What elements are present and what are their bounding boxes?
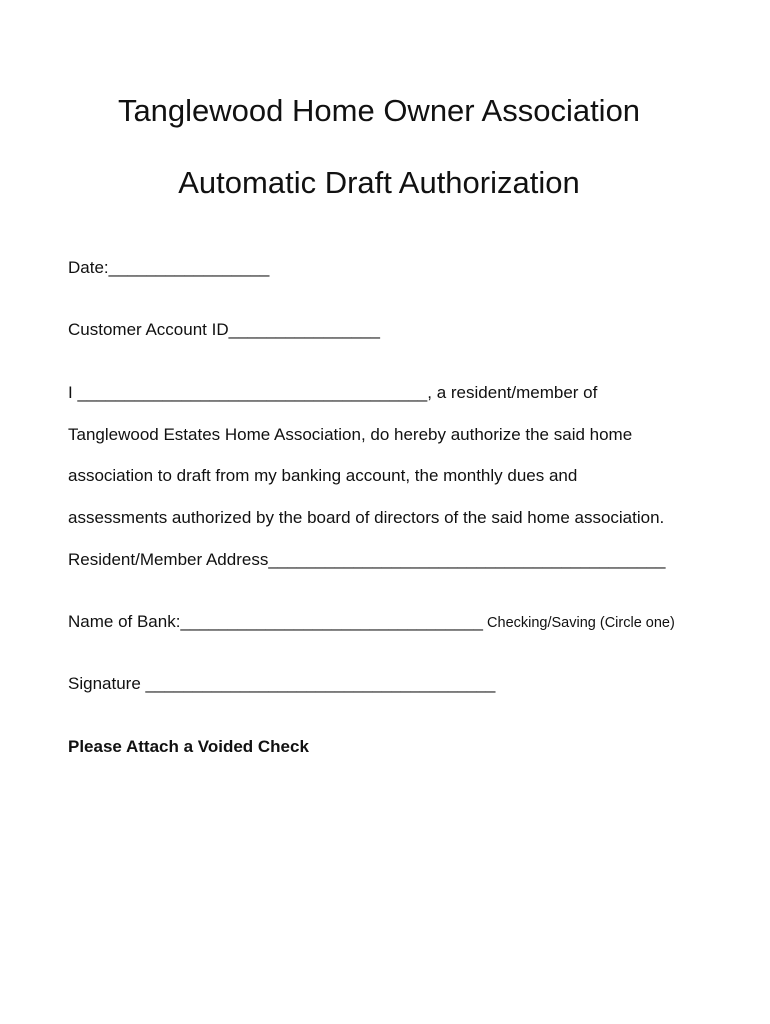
date-field-line: Date:_________________ (68, 258, 270, 277)
voided-check-note: Please Attach a Voided Check (68, 737, 309, 756)
authorization-text-line-3: association to draft from my banking account, the monthly dues and (68, 466, 578, 485)
document-subtitle: Automatic Draft Authorization (178, 165, 580, 200)
document-title: Tanglewood Home Owner Association (117, 93, 641, 128)
signature-field-line: Signature _____________________________________ (68, 674, 496, 693)
bank-name-line (68, 612, 675, 633)
authorization-text-line-1: I _____________________________________, a resident/member of (68, 383, 598, 402)
authorization-text-line-4: assessments authorized by the board of directors of the said home association. (68, 508, 665, 527)
customer-account-id-field-line: Customer Account ID________________ (68, 320, 380, 339)
resident-address-field-line: Resident/Member Address__________________________________________ (68, 550, 666, 569)
bank-name-field: Name of Bank:________________________________ (68, 612, 483, 631)
account-type-note: Checking/Saving (Circle one) (483, 615, 675, 631)
authorization-text-line-2: Tanglewood Estates Home Association, do hereby authorize the said home (68, 425, 633, 444)
